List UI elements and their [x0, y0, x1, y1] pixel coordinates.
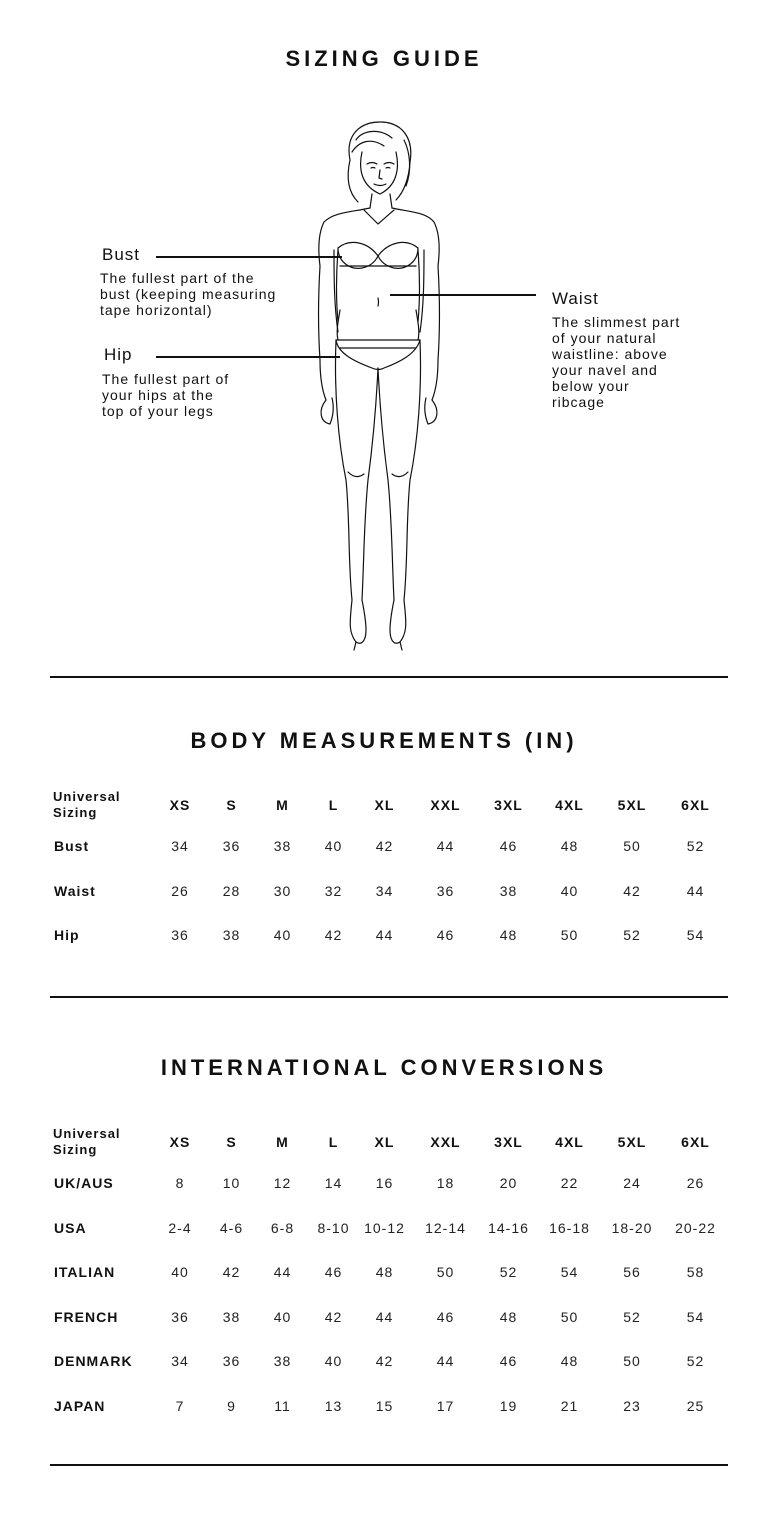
table-row	[50, 1250, 730, 1295]
size-value-cell: 14-16	[488, 1219, 529, 1236]
size-value-cell: 16	[375, 1175, 394, 1192]
bust-label: Bust	[102, 245, 141, 264]
size-value-cell: 2-4	[168, 1219, 192, 1236]
size-value-cell: 20	[499, 1175, 518, 1192]
section-divider	[50, 1464, 728, 1466]
size-value-cell: 50	[623, 1353, 641, 1370]
size-value-cell: 15	[375, 1397, 394, 1414]
size-value-cell: 48	[375, 1264, 394, 1281]
size-value-cell: 50	[560, 1308, 579, 1325]
table-row	[50, 1206, 730, 1251]
size-value-cell: 50	[623, 838, 641, 855]
size-value-cell: 46	[436, 927, 455, 944]
section-divider	[50, 676, 728, 678]
size-value-cell: 25	[686, 1397, 705, 1414]
size-header: L	[328, 1134, 339, 1150]
size-value-cell: 10	[222, 1175, 241, 1192]
waist-desc-line: below your	[552, 378, 630, 394]
waist-desc-line: waistline: above	[552, 346, 668, 362]
size-header: S	[226, 797, 237, 813]
table-header-row	[50, 786, 730, 824]
size-value-cell: 40	[273, 927, 292, 944]
size-value-cell: 52	[623, 927, 641, 944]
size-value-cell: 18	[436, 1175, 455, 1192]
header-line: Sizing	[53, 805, 98, 820]
size-value-cell: 24	[623, 1175, 641, 1192]
sizing-guide-title: SIZING GUIDE	[285, 46, 483, 71]
size-value-cell: 19	[499, 1397, 518, 1414]
size-value-cell: 38	[222, 1308, 241, 1325]
size-value-cell: 44	[375, 927, 394, 944]
row-label: ITALIAN	[54, 1264, 116, 1281]
hip-label: Hip	[104, 345, 133, 364]
size-value-cell: 6-8	[270, 1219, 295, 1236]
size-header: L	[328, 797, 339, 813]
size-value-cell: 34	[171, 1353, 189, 1370]
size-value-cell: 46	[499, 1353, 518, 1370]
size-value-cell: 46	[499, 838, 518, 855]
section-divider	[50, 996, 728, 998]
size-header: XXL	[430, 1134, 461, 1150]
international-conversions-table	[50, 1123, 730, 1428]
size-header: 6XL	[681, 797, 710, 813]
size-header: XXL	[430, 797, 461, 813]
bust-pointer-line	[156, 256, 342, 258]
size-header: XS	[169, 1134, 191, 1150]
table-row	[50, 913, 730, 958]
row-label: FRENCH	[54, 1308, 119, 1325]
size-header: 4XL	[555, 1134, 584, 1150]
size-header: M	[276, 1134, 289, 1150]
size-value-cell: 44	[436, 838, 455, 855]
hip-description	[102, 371, 229, 419]
size-header: 3XL	[494, 1134, 523, 1150]
size-value-cell: 26	[171, 882, 189, 899]
size-value-cell: 34	[375, 882, 394, 899]
hip-pointer-line	[156, 356, 340, 358]
table-header-row	[50, 1123, 730, 1161]
size-value-cell: 26	[686, 1175, 705, 1192]
size-value-cell: 4-6	[219, 1219, 244, 1236]
waist-pointer-line	[390, 294, 536, 296]
size-value-cell: 12-14	[425, 1219, 466, 1236]
universal-sizing-header	[50, 1123, 154, 1161]
size-value-cell: 42	[324, 927, 343, 944]
size-header: 4XL	[555, 797, 584, 813]
size-header: M	[276, 797, 289, 813]
size-header: 6XL	[681, 1134, 710, 1150]
size-value-cell: 20-22	[675, 1219, 716, 1236]
size-value-cell: 23	[623, 1397, 641, 1414]
size-value-cell: 28	[222, 882, 241, 899]
size-value-cell: 52	[686, 1353, 705, 1370]
table-row	[50, 1339, 730, 1384]
size-value-cell: 54	[560, 1264, 579, 1281]
bust-desc-line: tape horizontal)	[100, 302, 213, 318]
size-value-cell: 13	[324, 1397, 343, 1414]
size-value-cell: 48	[560, 838, 579, 855]
size-value-cell: 34	[171, 838, 189, 855]
size-value-cell: 32	[324, 882, 343, 899]
size-value-cell: 52	[623, 1308, 641, 1325]
size-value-cell: 38	[222, 927, 241, 944]
size-value-cell: 42	[222, 1264, 241, 1281]
international-conversions-title: INTERNATIONAL CONVERSIONS	[160, 1055, 608, 1080]
size-value-cell: 46	[324, 1264, 343, 1281]
hip-desc-line: top of your legs	[102, 403, 214, 419]
size-value-cell: 8	[175, 1175, 185, 1192]
waist-desc-line: ribcage	[552, 394, 605, 410]
size-value-cell: 36	[436, 882, 455, 899]
universal-sizing-header	[50, 786, 154, 824]
size-value-cell: 44	[686, 882, 705, 899]
size-value-cell: 48	[499, 1308, 518, 1325]
size-value-cell: 21	[560, 1397, 579, 1414]
size-value-cell: 30	[273, 882, 292, 899]
row-label: JAPAN	[54, 1397, 106, 1414]
size-value-cell: 36	[222, 838, 241, 855]
header-line: Universal	[53, 789, 121, 804]
table-row	[50, 1295, 730, 1340]
table-row	[50, 824, 730, 869]
size-value-cell: 16-18	[549, 1219, 590, 1236]
size-value-cell: 48	[499, 927, 518, 944]
row-label: USA	[54, 1219, 87, 1236]
size-value-cell: 40	[560, 882, 579, 899]
size-value-cell: 38	[273, 1353, 292, 1370]
size-header: XL	[374, 797, 395, 813]
size-value-cell: 44	[436, 1353, 455, 1370]
row-label: Waist	[54, 882, 96, 899]
size-value-cell: 9	[227, 1397, 236, 1414]
size-value-cell: 52	[686, 838, 705, 855]
size-value-cell: 48	[560, 1353, 579, 1370]
size-value-cell: 40	[171, 1264, 189, 1281]
size-header: 3XL	[494, 797, 523, 813]
size-value-cell: 42	[623, 882, 641, 899]
size-value-cell: 42	[375, 838, 394, 855]
header-line: Universal	[53, 1126, 121, 1141]
size-value-cell: 54	[686, 927, 705, 944]
body-measurements-table	[50, 786, 730, 958]
size-value-cell: 40	[324, 838, 343, 855]
size-value-cell: 38	[273, 838, 292, 855]
size-value-cell: 52	[499, 1264, 518, 1281]
size-header: XS	[169, 797, 191, 813]
size-header: 5XL	[617, 797, 647, 813]
size-value-cell: 14	[324, 1175, 343, 1192]
size-value-cell: 18-20	[611, 1219, 653, 1236]
bust-desc-line: The fullest part of the	[100, 270, 255, 286]
size-value-cell: 42	[375, 1353, 394, 1370]
size-header: S	[226, 1134, 237, 1150]
waist-description	[552, 314, 680, 410]
size-value-cell: 56	[623, 1264, 641, 1281]
size-value-cell: 11	[274, 1397, 291, 1414]
size-value-cell: 42	[324, 1308, 343, 1325]
table-row	[50, 1161, 730, 1206]
size-value-cell: 46	[436, 1308, 455, 1325]
waist-desc-line: The slimmest part	[552, 314, 681, 330]
size-value-cell: 50	[560, 927, 579, 944]
size-value-cell: 8-10	[317, 1219, 350, 1236]
size-value-cell: 58	[686, 1264, 705, 1281]
table-row	[50, 1384, 730, 1429]
size-value-cell: 17	[436, 1397, 455, 1414]
size-value-cell: 7	[175, 1397, 185, 1414]
table-row	[50, 869, 730, 914]
size-value-cell: 10-12	[364, 1219, 405, 1236]
size-value-cell: 38	[499, 882, 518, 899]
size-value-cell: 36	[171, 927, 189, 944]
size-header: 5XL	[617, 1134, 647, 1150]
size-value-cell: 50	[436, 1264, 455, 1281]
row-label: UK/AUS	[54, 1175, 114, 1192]
row-label: DENMARK	[54, 1353, 133, 1370]
bust-description	[100, 270, 276, 318]
body-measurements-rows	[50, 824, 730, 958]
size-value-cell: 54	[686, 1308, 705, 1325]
row-label: Hip	[54, 927, 80, 944]
size-value-cell: 44	[375, 1308, 394, 1325]
header-line: Sizing	[53, 1142, 98, 1157]
hip-desc-line: your hips at the	[102, 387, 214, 403]
body-measurements-title: BODY MEASUREMENTS (IN)	[190, 728, 578, 753]
hip-desc-line: The fullest part of	[102, 371, 230, 387]
size-value-cell: 40	[273, 1308, 292, 1325]
waist-desc-line: of your natural	[552, 330, 657, 346]
bust-desc-line: bust (keeping measuring	[100, 286, 277, 302]
size-value-cell: 36	[222, 1353, 241, 1370]
size-header: XL	[374, 1134, 395, 1150]
size-value-cell: 22	[560, 1175, 579, 1192]
size-value-cell: 40	[324, 1353, 343, 1370]
row-label: Bust	[54, 838, 90, 855]
size-value-cell: 44	[273, 1264, 292, 1281]
size-value-cell: 36	[171, 1308, 189, 1325]
international-conversions-rows	[50, 1161, 730, 1428]
size-value-cell: 12	[273, 1175, 292, 1192]
waist-label: Waist	[552, 289, 599, 308]
waist-desc-line: your navel and	[552, 362, 658, 378]
